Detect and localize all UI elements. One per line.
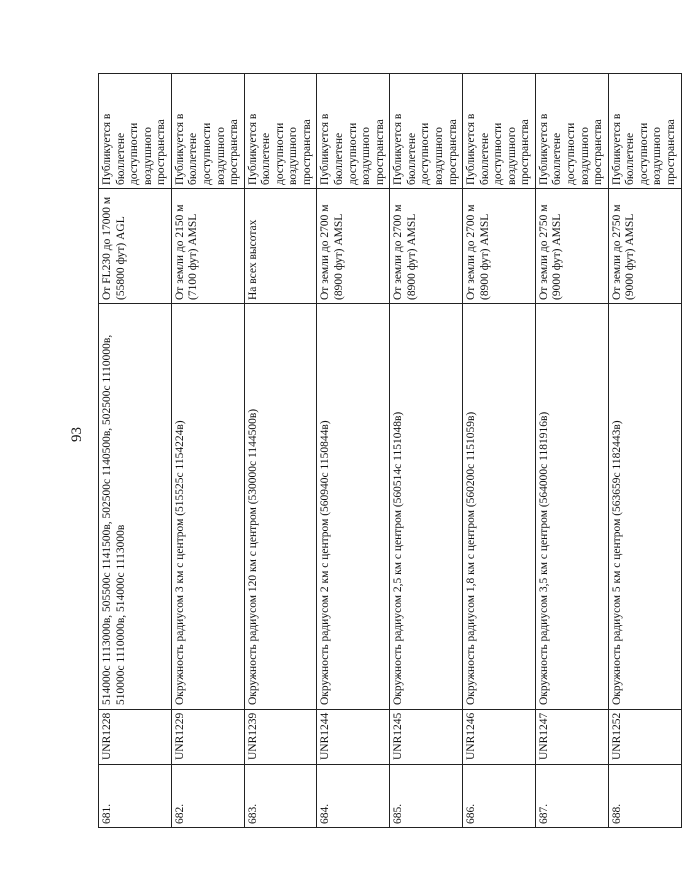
rotated-table-wrapper (98, 74, 677, 828)
table-row (317, 74, 390, 828)
altitude-limits: От земли до 2700 м (8900 фут) AMSL (463, 189, 536, 304)
publication-note: Публикуется в бюллетене доступности воздушного пространства (244, 74, 317, 189)
publication-note: Публикуется в бюллетене доступности воздушного пространства (535, 74, 608, 189)
table-row (608, 74, 681, 828)
zone-description: Окружность радиусом 2 км с центром (560940с 1150844в) (317, 304, 390, 710)
row-number: 686. (463, 765, 536, 828)
zone-code: UNR1239 (244, 710, 317, 765)
altitude-limits: От FL230 до 17000 м (55800 фут) AGL (99, 189, 172, 304)
row-number: 685. (390, 765, 463, 828)
table-row (535, 74, 608, 828)
row-number: 681. (99, 765, 172, 828)
altitude-limits: От земли до 2150 м (7100 фут) AMSL (171, 189, 244, 304)
zone-description: Окружность радиусом 2,5 км с центром (560514с 1151048в) (390, 304, 463, 710)
table-row (99, 74, 172, 828)
airspace-table (98, 73, 682, 828)
row-number: 682. (171, 765, 244, 828)
altitude-limits: От земли до 2750 м (9000 фут) AMSL (608, 189, 681, 304)
table-row (463, 74, 536, 828)
zone-description: 514000с 1113000в, 505500с 1141500в, 502500с 1140500в, 502500с 1110000в, 510000с 1110000в, 514000с 1113000в (99, 304, 172, 710)
page-number: 93 (69, 427, 85, 442)
zone-code: UNR1228 (99, 710, 172, 765)
zone-code: UNR1245 (390, 710, 463, 765)
table-row (390, 74, 463, 828)
zone-description: Окружность радиусом 5 км с центром (563659с 1182443в) (608, 304, 681, 710)
zone-code: UNR1229 (171, 710, 244, 765)
table-row (171, 74, 244, 828)
row-number: 688. (608, 765, 681, 828)
zone-code: UNR1246 (463, 710, 536, 765)
altitude-limits: От земли до 2700 м (8900 фут) AMSL (390, 189, 463, 304)
zone-code: UNR1252 (608, 710, 681, 765)
publication-note: Публикуется в бюллетене доступности воздушного пространства (390, 74, 463, 189)
row-number: 687. (535, 765, 608, 828)
publication-note: Публикуется в бюллетене доступности воздушного пространства (608, 74, 681, 189)
zone-description: Окружность радиусом 120 км с центром (530000с 1144500в) (244, 304, 317, 710)
altitude-limits: От земли до 2700 м (8900 фут) AMSL (317, 189, 390, 304)
publication-note: Публикуется в бюллетене доступности воздушного пространства (463, 74, 536, 189)
publication-note: Публикуется в бюллетене доступности воздушного пространства (317, 74, 390, 189)
row-number: 684. (317, 765, 390, 828)
zone-description: Окружность радиусом 3 км с центром (515525с 1154224в) (171, 304, 244, 710)
table-row (244, 74, 317, 828)
altitude-limits: На всех высотах (244, 189, 317, 304)
row-number: 683. (244, 765, 317, 828)
zone-code: UNR1247 (535, 710, 608, 765)
zone-code: UNR1244 (317, 710, 390, 765)
zone-description: Окружность радиусом 1,8 км с центром (560200с 1151059в) (463, 304, 536, 710)
altitude-limits: От земли до 2750 м (9000 фут) AMSL (535, 189, 608, 304)
publication-note: Публикуется в бюллетене доступности воздушного пространства (171, 74, 244, 189)
zone-description: Окружность радиусом 3,5 км с центром (564000с 1181916в) (535, 304, 608, 710)
publication-note: Публикуется в бюллетене доступности воздушного пространства (99, 74, 172, 189)
